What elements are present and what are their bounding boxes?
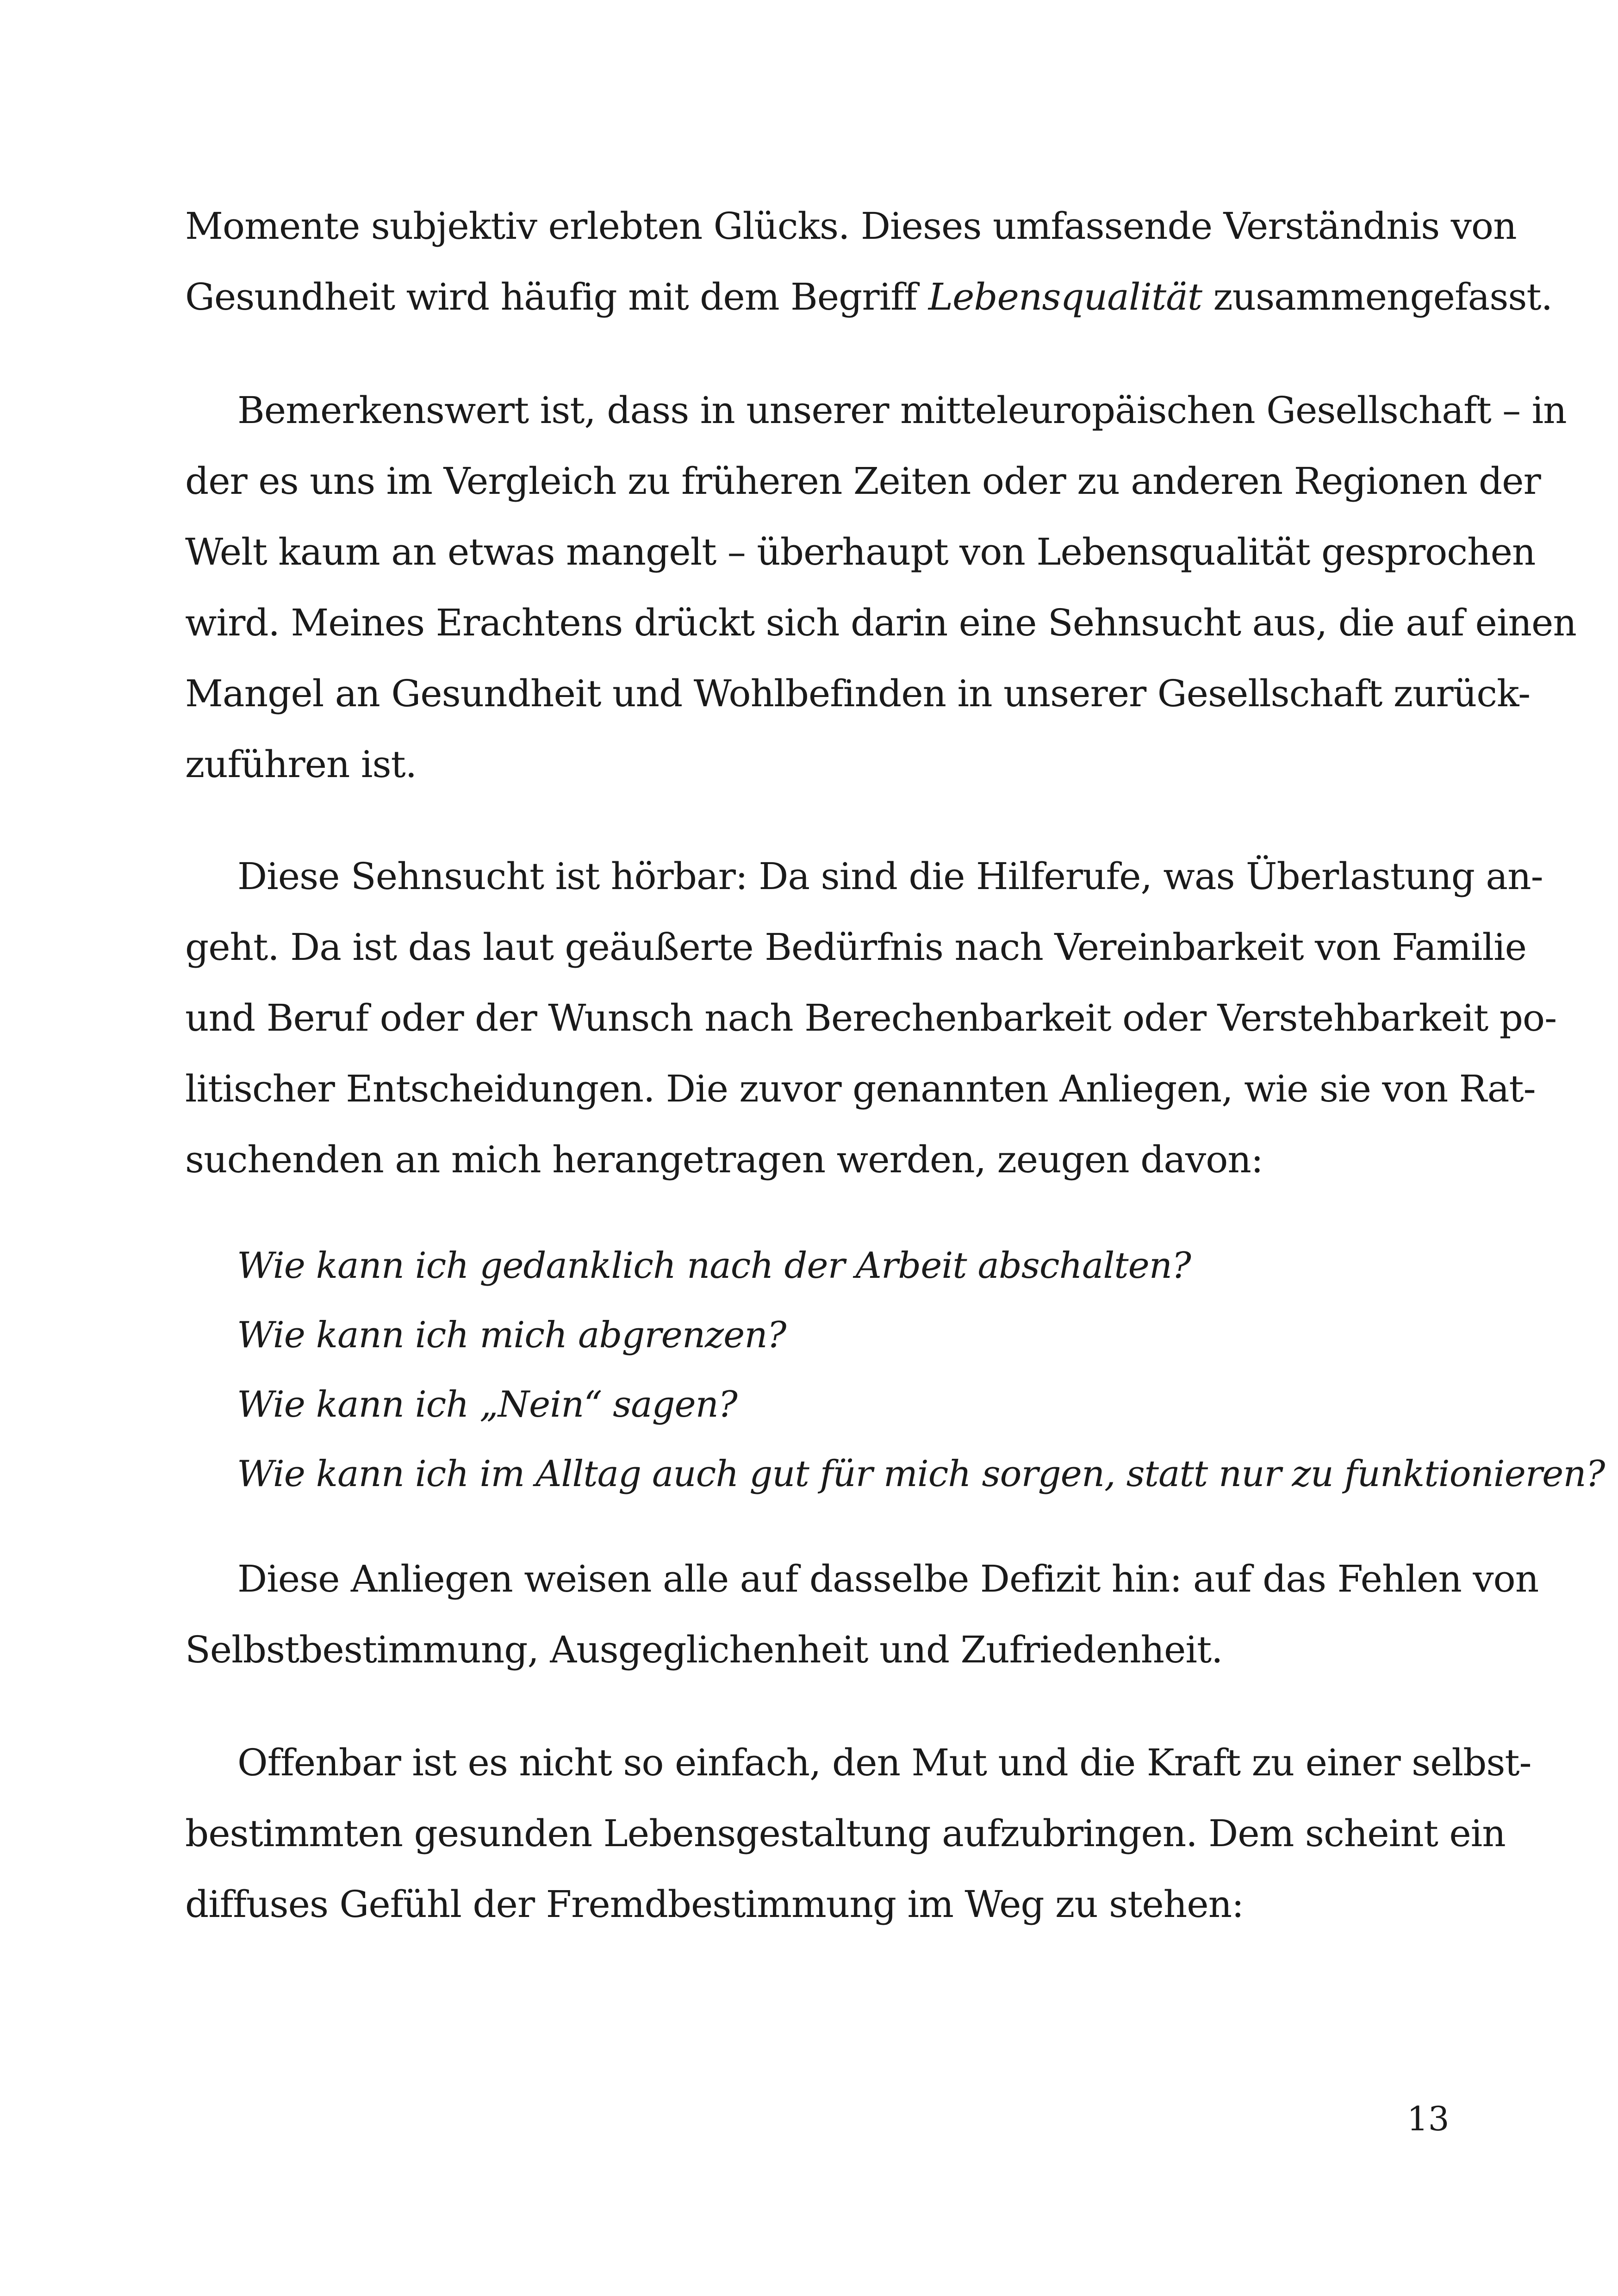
emphasized-term: Lebensqualität: [928, 275, 1202, 318]
text-line: Offenbar ist es nicht so einfach, den Mut und die Kraft zu einer selbst-: [237, 1741, 1531, 1784]
text-line: der es uns im Vergleich zu früheren Zeiten oder zu anderen Regionen der: [185, 460, 1541, 503]
quote-line: Wie kann ich im Alltag auch gut für mich sorgen, statt nur zu funktionieren?: [237, 1453, 1605, 1495]
text-line: und Beruf oder der Wunsch nach Berechenbarkeit oder Verstehbarkeit po-: [185, 996, 1557, 1039]
text-segment: Gesundheit wird häufig mit dem Begriff: [185, 275, 928, 318]
quote-line: Wie kann ich „Nein“ sagen?: [237, 1384, 737, 1425]
text-line: Momente subjektiv erlebten Glücks. Dieses umfassende Verständnis von: [185, 205, 1517, 248]
quote-line: Wie kann ich mich abgrenzen?: [237, 1314, 786, 1356]
paragraph-1: [185, 191, 1552, 332]
text-line: wird. Meines Erachtens drückt sich darin eine Sehnsucht aus, die auf einen: [185, 601, 1576, 644]
paragraph-3: [185, 841, 1557, 1195]
paragraph-5: [185, 1727, 1531, 1940]
text-line: geht. Da ist das laut geäußerte Bedürfnis nach Vereinbarkeit von Familie: [185, 926, 1526, 969]
text-line: Welt kaum an etwas mangelt – überhaupt von Lebensqualität gesprochen: [185, 530, 1536, 573]
text-segment: zusammengefasst.: [1202, 275, 1552, 318]
page-number: 13: [1407, 2099, 1450, 2138]
paragraph-4: [185, 1543, 1539, 1685]
text-line: suchenden an mich herangetragen werden, zeugen davon:: [185, 1138, 1263, 1181]
text-line: Mangel an Gesundheit und Wohlbefinden in unserer Gesellschaft zurück-: [185, 672, 1531, 715]
text-line: Diese Anliegen weisen alle auf dasselbe Defizit hin: auf das Fehlen von: [237, 1557, 1539, 1600]
text-line: diffuses Gefühl der Fremdbestimmung im Weg zu stehen:: [185, 1883, 1244, 1926]
text-line: zuführen ist.: [185, 743, 417, 786]
text-line: [185, 261, 1552, 332]
text-line: Selbstbestimmung, Ausgeglichenheit und Zufriedenheit.: [185, 1628, 1223, 1671]
paragraph-2: [185, 375, 1576, 800]
text-line: bestimmten gesunden Lebensgestaltung aufzubringen. Dem scheint ein: [185, 1812, 1506, 1855]
text-line: Diese Sehnsucht ist hörbar: Da sind die Hilferufe, was Überlastung an-: [237, 855, 1543, 898]
text-line: Bemerkenswert ist, dass in unserer mitteleuropäischen Gesellschaft – in: [237, 389, 1567, 432]
quote-line: Wie kann ich gedanklich nach der Arbeit abschalten?: [237, 1245, 1191, 1287]
text-line: litischer Entscheidungen. Die zuvor genannten Anliegen, wie sie von Rat-: [185, 1067, 1536, 1110]
